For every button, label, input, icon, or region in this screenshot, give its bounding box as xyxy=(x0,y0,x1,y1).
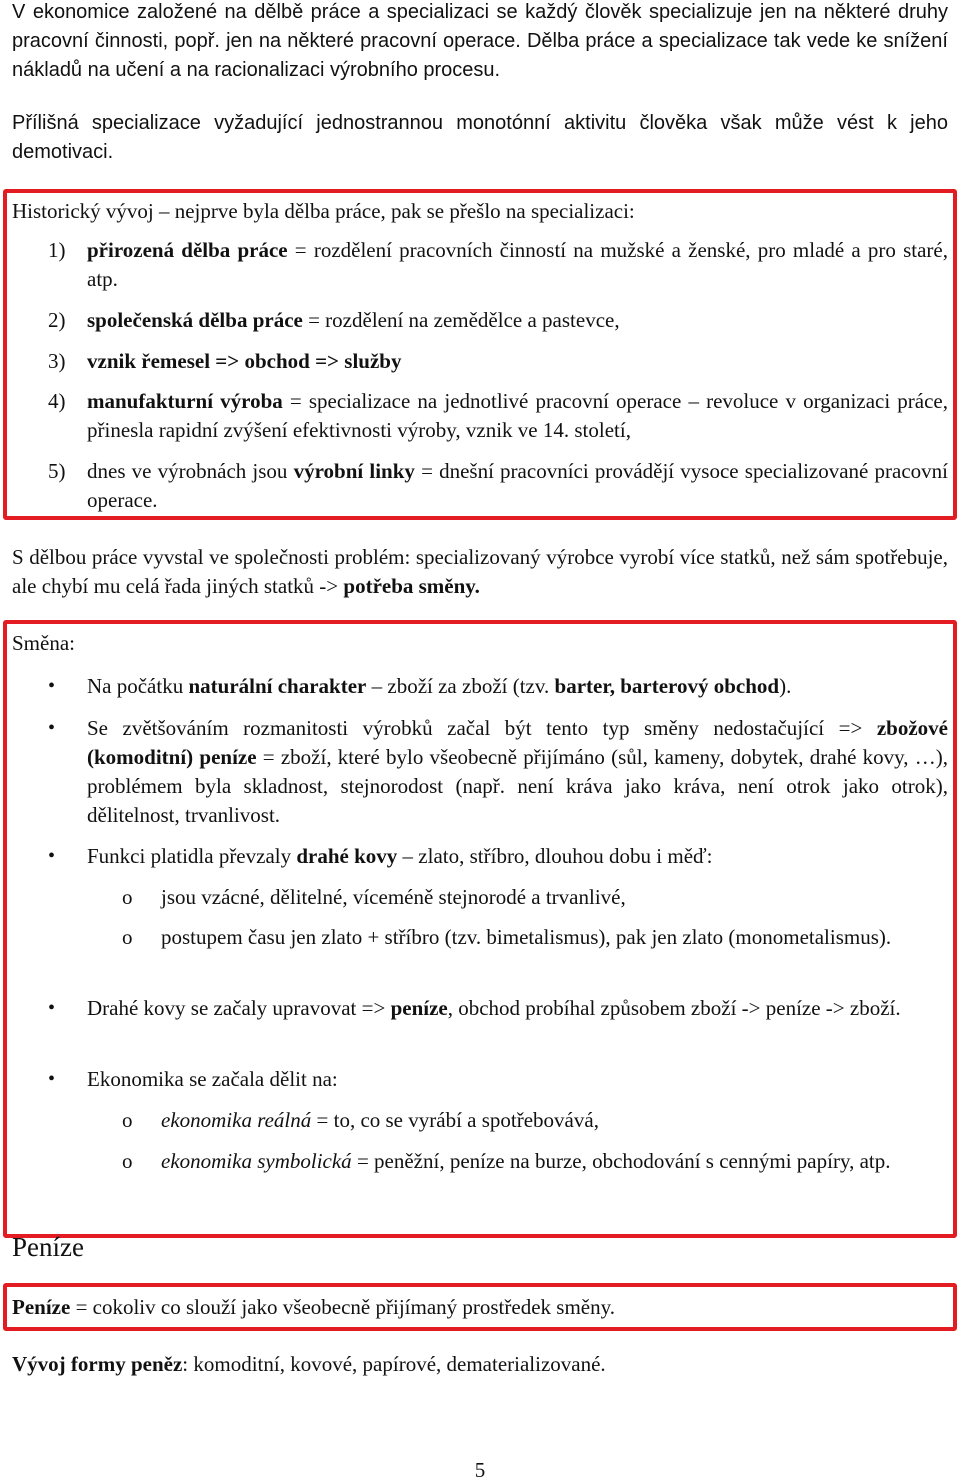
intro-paragraph-2: Přílišná specializace vyžadující jednostrannou monotónní aktivitu člověka však může vést k jeho demotivaci. xyxy=(12,112,948,163)
item-pre: dnes ve výrobnách jsou xyxy=(87,459,294,483)
exchange-bullet-4 xyxy=(48,994,948,1023)
item-number: 4) xyxy=(48,389,66,413)
item-bold: výrobní linky xyxy=(293,459,415,483)
item-text: = rozdělení na zemědělce a pastevce, xyxy=(302,308,620,332)
text: Se zvětšováním rozmanitosti výrobků začal být tento typ směny nedostačující => xyxy=(87,716,877,740)
bold-text: barter, barterový obchod xyxy=(554,674,780,698)
problem-paragraph xyxy=(12,543,948,601)
history-intro: Historický vývoj – nejprve byla dělba práce, pak se přešlo na specializaci: xyxy=(12,199,635,223)
exchange-bullet-3 xyxy=(48,842,948,871)
bold-text: Vývoj formy peněz xyxy=(12,1352,183,1376)
text: : komoditní, kovové, papírové, dematerializované. xyxy=(182,1352,606,1376)
bold-text: drahé kovy xyxy=(296,844,398,868)
history-item-4 xyxy=(48,387,948,445)
item-text: = specializace na jednotlivé pracovní operace – revoluce v organizaci práce, přinesla rapidní zvýšení efektivnosti výroby, vznik ve 14. století, xyxy=(87,389,948,442)
item-number: 1) xyxy=(48,238,66,262)
text: ). xyxy=(779,674,792,698)
text: postupem času jen zlato + stříbro (tzv. bimetalismus), pak jen zlato (monometalismus). xyxy=(161,925,892,949)
history-item-1 xyxy=(48,236,948,294)
exchange-heading: Směna: xyxy=(12,631,75,655)
history-item-2 xyxy=(48,306,948,335)
bullet-icon: • xyxy=(48,1068,56,1090)
bullet-icon: • xyxy=(48,845,56,867)
text: = peněžní, peníze na burze, obchodování s cennými papíry, atp. xyxy=(351,1149,891,1173)
problem-bold: potřeba směny. xyxy=(343,574,480,598)
exchange-sub-1 xyxy=(122,883,948,912)
text: = to, co se vyrábí a spotřebovává, xyxy=(311,1108,599,1132)
intro-paragraph-1: V ekonomice založené na dělbě práce a specializaci se každý člověk specializuje jen na některé druhy pracovní činnosti, popř. jen na některé pracovní operace. Dělba práce a specializace tak vede ke snížení nákladů na učení a na racionalizaci výrobního procesu. xyxy=(12,1,948,81)
bold-text: Peníze xyxy=(12,1295,71,1319)
history-item-3 xyxy=(48,347,948,376)
history-item-5 xyxy=(48,457,948,515)
item-number: 5) xyxy=(48,459,66,483)
exchange-bullet-1 xyxy=(48,672,948,701)
bullet-icon: • xyxy=(48,997,56,1019)
item-text: = rozdělení pracovních činností na mužské a ženské, pro mladé a pro staré, atp. xyxy=(87,238,948,291)
bold-text: peníze xyxy=(390,996,448,1020)
item-bold: manufakturní výroba xyxy=(87,389,283,413)
bullet-icon: • xyxy=(48,717,56,739)
bold-text: naturální charakter xyxy=(188,674,367,698)
problem-text: S dělbou práce vyvstal ve společnosti problém: specializovaný výrobce vyrobí více statků, než sám spotřebuje, ale chybí mu celá řada jiných statků -> xyxy=(12,545,948,598)
text: Funkci platidla převzaly xyxy=(87,844,297,868)
circle-bullet-icon: o xyxy=(122,1149,133,1173)
text: , obchod probíhal způsobem zboží -> peníze -> zboží. xyxy=(447,996,901,1020)
money-development xyxy=(12,1350,948,1379)
bullet-icon: • xyxy=(48,675,56,697)
exchange-bullet-2 xyxy=(48,714,948,830)
exchange-sub-2 xyxy=(122,923,948,952)
item-bold: přirozená dělba práce xyxy=(87,238,288,262)
item-number: 3) xyxy=(48,349,66,373)
italic-text: ekonomika reálná xyxy=(161,1108,312,1132)
text: – zboží za zboží (tzv. xyxy=(366,674,555,698)
money-definition xyxy=(12,1293,948,1322)
exchange-bullet-5 xyxy=(48,1065,948,1094)
circle-bullet-icon: o xyxy=(122,1108,133,1132)
text: Na počátku xyxy=(87,674,189,698)
text: Ekonomika se začala dělit na: xyxy=(87,1067,338,1091)
italic-text: ekonomika symbolická xyxy=(161,1149,352,1173)
text: – zlato, stříbro, dlouhou dobu i měď: xyxy=(397,844,713,868)
text: = zboží, které bylo všeobecně přijímáno (sůl, kameny, dobytek, drahé kovy, …), problémem byla skladnost, stejnorodost (např. není kráva jako kráva, není otrok jako otrok), dělitelnost, trvanlivost. xyxy=(87,745,948,827)
text: Drahé kovy se začaly upravovat => xyxy=(87,996,391,1020)
item-number: 2) xyxy=(48,308,66,332)
bold-text: zbožové (komoditní) peníze xyxy=(87,716,948,769)
page-number: 5 xyxy=(474,1458,486,1482)
circle-bullet-icon: o xyxy=(122,925,133,949)
item-bold: společenská dělba práce xyxy=(87,308,303,332)
money-heading: Peníze xyxy=(12,1232,84,1262)
text: jsou vzácné, dělitelné, víceméně stejnorodé a trvanlivé, xyxy=(161,885,626,909)
item-bold: vznik řemesel => obchod => služby xyxy=(87,349,402,373)
circle-bullet-icon: o xyxy=(122,885,133,909)
text: = cokoliv co slouží jako všeobecně přijímaný prostředek směny. xyxy=(70,1295,615,1319)
exchange-sub-3 xyxy=(122,1106,948,1135)
exchange-sub-4 xyxy=(122,1147,948,1176)
item-text: = dnešní pracovníci provádějí vysoce specializované pracovní operace. xyxy=(87,459,948,512)
